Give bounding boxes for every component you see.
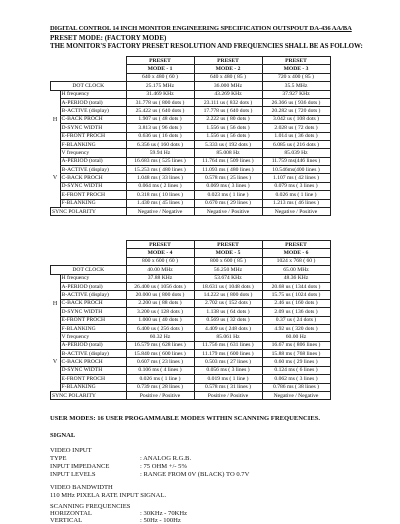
timing-value: 11.179 ms ( 600 lines ) [194, 350, 262, 358]
timing-label: D-SYNC WIDTH [60, 308, 126, 316]
horizontal-group-label: H [52, 116, 58, 123]
timing-value: 15.253 ms ( 480 lines ) [126, 166, 194, 174]
timing-value: 6.356 us ( 160 dots ) [126, 140, 194, 148]
table-row [51, 375, 331, 383]
timing-label: B-ACTIVE (display) [60, 350, 126, 358]
timing-value: 0.636 us ( 16 dots ) [126, 132, 194, 140]
timing-value: 11.756 ms ( 631 lines ) [194, 341, 262, 349]
preset-cell: PRESET [262, 57, 330, 65]
preset-cell: PRESET [126, 57, 194, 65]
timing-label: E-FRONT PROCH [60, 316, 126, 324]
table-row [51, 166, 331, 174]
timing-value: 0.106 ms ( 4 lines ) [126, 366, 194, 374]
table-row [51, 174, 331, 182]
table-row [51, 65, 331, 73]
vertical-group-label: V [52, 358, 58, 365]
timing-value: 60.00 Hz [262, 333, 330, 341]
table-row [51, 324, 331, 332]
bandwidth-text: 110 MHz PIXELA RATE INPUT SIGNAL. [50, 492, 167, 499]
timing-label: B-ACTIVE (display) [60, 107, 126, 115]
timing-label: H frequency [60, 274, 126, 282]
table-row [51, 266, 331, 274]
timing-value: 1.138 us ( 64 dots ) [194, 308, 262, 316]
table-row [51, 392, 331, 400]
timing-label: D-SYNC WIDTH [60, 366, 126, 374]
sync-polarity-value: Positive / Positive [194, 392, 262, 400]
timing-value: 0.318 ms ( 10 lines ) [126, 191, 194, 199]
timing-value: 2.200 us ( 88 dots ) [126, 299, 194, 307]
timing-value: 1.107 ms ( 42 lines ) [262, 174, 330, 182]
horizontal-label: HORIZONTAL [50, 510, 92, 517]
mode-cell: MODE - 1 [126, 65, 194, 73]
sync-polarity-value: Negative / Negative [126, 208, 194, 216]
table-row [51, 282, 331, 290]
blank-cell [51, 249, 127, 257]
vertical-row [50, 517, 181, 524]
timing-value: 6.085 us ( 216 dots ) [262, 140, 330, 148]
table-row [51, 132, 331, 140]
timing-value: 11.764 ms ( 509 lines ) [194, 157, 262, 165]
table-row [51, 199, 331, 207]
impedance-value: : 75 OHM +/- 5% [140, 463, 187, 470]
blank-cell [51, 57, 127, 65]
mode-cell: MODE - 4 [126, 249, 194, 257]
timing-value: 4.409 us ( 248 dots ) [194, 324, 262, 332]
timing-label: E-FRONT PROCH [60, 375, 126, 383]
document-title: DIGITAL CONTROL 14 INCH MONITOR ENGINEERING SPECIFICATION OUTSPOUT DA-436 AA/BA [50, 25, 352, 32]
table-row [51, 316, 331, 324]
timing-value: 0.670 ms ( 29 lines ) [194, 199, 262, 207]
timing-value: 31.469 KHz [126, 90, 194, 98]
levels-value: : RANGE FROM 0V (BLACK) TO 0.7V [140, 471, 250, 478]
vertical-label: VERTICAL [50, 517, 83, 524]
timing-value: 0.124 ms ( 6 lines ) [262, 366, 330, 374]
timing-value: 0.019 ms ( 1 line ) [194, 375, 262, 383]
timing-value: 20.000 us ( 800 dots ) [126, 291, 194, 299]
timing-value: 0.064 ms ( 2 lines ) [126, 182, 194, 190]
timing-value: 16.579 ms ( 628 lines ) [126, 341, 194, 349]
blank-cell [51, 73, 127, 81]
table-row [51, 299, 331, 307]
timing-value: 16.67 ms ( 806 lines ) [262, 341, 330, 349]
dot-clock-value: 56.250 MHz [194, 266, 262, 274]
timing-value: 0.503 ms ( 27 lines ) [194, 358, 262, 366]
timing-value: 16.683 ms ( 525 lines ) [126, 157, 194, 165]
timing-label: B-ACTIVE (display) [60, 166, 126, 174]
blank-cell [51, 241, 127, 249]
dot-clock-value: 25.175 MHz [126, 82, 194, 90]
timing-value: 17.778 us ( 640 dots ) [194, 107, 262, 115]
table-row [51, 157, 331, 165]
video-input-heading: VIDEO INPUT [50, 447, 92, 454]
timing-value: 5.333 us ( 192 dots ) [194, 140, 262, 148]
dot-clock-value: 40.00 MHz [126, 266, 194, 274]
re-cell: 640 x 480 ( 60 ) [126, 73, 194, 81]
table-row [51, 383, 331, 391]
timing-label: A-PERIOD (total) [60, 341, 126, 349]
timing-value: 3.813 us ( 96 dots ) [126, 124, 194, 132]
vertical-value: : 50Hz - 100Hz [140, 517, 181, 524]
timing-value: 23.111 us ( 832 dots ) [194, 98, 262, 106]
dot-clock-value: 35.5 MHz [262, 82, 330, 90]
timing-label: F-BLANKING [60, 383, 126, 391]
table-row [51, 366, 331, 374]
timing-value: 1.907 us ( 48 dots ) [126, 115, 194, 123]
preset-cell: PRESET [194, 57, 262, 65]
timing-label: E-FRONT PROCH [60, 191, 126, 199]
table-row [51, 82, 331, 90]
dot-clock-value: 65.00 MHz [262, 266, 330, 274]
timing-value: 2.028 us ( 72 dots ) [262, 124, 330, 132]
timing-label: V frequency [60, 149, 126, 157]
timing-value: 2.46 us ( 160 dots ) [262, 299, 330, 307]
timing-value: 10.546ms(400 lines ) [262, 166, 330, 174]
mode-cell: MODE - 6 [262, 249, 330, 257]
timing-value: 0.056 ms ( 3 lines ) [194, 366, 262, 374]
horizontal-row [50, 510, 187, 517]
timing-label: B-ACTIVE (display) [60, 291, 126, 299]
sync-polarity-label: SYNC POLARITY [51, 208, 127, 216]
timing-value: 3.200 us ( 128 dots ) [126, 308, 194, 316]
timing-value: 1.556 us ( 56 dots ) [194, 124, 262, 132]
timing-value: 0.023 ms ( 1 line ) [194, 191, 262, 199]
timing-value: 0.786 ms ( 38 lines ) [262, 383, 330, 391]
timing-label: A-PERIOD (total) [60, 98, 126, 106]
preset-mode-heading: PRESET MODE: (FACTORY MODE) [50, 34, 167, 42]
table-row [51, 182, 331, 190]
table-row [51, 140, 331, 148]
timing-value: 37.927 KHz [262, 90, 330, 98]
timing-value: 53.674 KHz [194, 274, 262, 282]
timing-value: 1.430 ms ( 45 lines ) [126, 199, 194, 207]
timing-value: 0.069 ms ( 3 lines ) [194, 182, 262, 190]
preset-table-modes-1-3 [50, 56, 331, 216]
horizontal-value: : 30KHz - 70KHz [140, 510, 188, 517]
mode-cell: MODE - 3 [262, 65, 330, 73]
re-cell: 1024 x 768 ( 60 ) [262, 257, 330, 265]
timing-value: 48.36 KHz [262, 274, 330, 282]
table-row [51, 98, 331, 106]
table-row [51, 308, 331, 316]
sync-polarity-value: Positive / Positive [126, 392, 194, 400]
table-row [51, 124, 331, 132]
timing-value: 20.282 us ( 720 dots ) [262, 107, 330, 115]
timing-label: V frequency [60, 333, 126, 341]
preset-cell: PRESET [262, 241, 330, 249]
impedance-label: INPUT IMPEDANCE [50, 463, 110, 470]
table-row [51, 73, 331, 81]
timing-value: 1.556 us ( 56 dots ) [194, 132, 262, 140]
blank-cell [51, 65, 127, 73]
timing-label: F-BLANKING [60, 199, 126, 207]
timing-label: D-SYNC WIDTH [60, 124, 126, 132]
timing-label: F-BLANKING [60, 140, 126, 148]
table-row [51, 191, 331, 199]
table-row [51, 333, 331, 341]
timing-value: 31.778 us ( 800 dots ) [126, 98, 194, 106]
timing-value: 0.739 ms ( 28 lines ) [126, 383, 194, 391]
sync-polarity-value: Negative / Positive [262, 208, 330, 216]
timing-value: 2.09 us ( 136 dots ) [262, 308, 330, 316]
timing-value: 3.042 us ( 108 dots ) [262, 115, 330, 123]
timing-value: 0.569 us ( 32 dots ) [194, 316, 262, 324]
timing-value: 59.94 Hz [126, 149, 194, 157]
timing-label: A-PERIOD (total) [60, 157, 126, 165]
timing-value: 0.079 ms ( 3 lines ) [262, 182, 330, 190]
timing-value: 0.062 ms ( 3 lines ) [262, 375, 330, 383]
table-row [51, 241, 331, 249]
timing-value: 4.92 us ( 320 dots ) [262, 324, 330, 332]
re-cell: 800 x 600 ( 85 ) [194, 257, 262, 265]
intro-statement: THE MONITOR'S FACTORY PRESET RESOLUTION AND FREQUENCIES SHALL BE AS FOLLOW: [50, 42, 363, 50]
sync-polarity-label: SYNC POLARITY [51, 392, 127, 400]
blank-cell [51, 257, 127, 265]
mode-cell: MODE - 5 [194, 249, 262, 257]
timing-value: 15.840 ms ( 600 lines ) [126, 350, 194, 358]
timing-value: 60.32 Hz [126, 333, 194, 341]
timing-value: 25.422 us ( 640 dots ) [126, 107, 194, 115]
table-row [51, 350, 331, 358]
timing-label: C-BACK PROCH [60, 358, 126, 366]
timing-label: F-BLANKING [60, 324, 126, 332]
timing-value: 85.061 Hz [194, 333, 262, 341]
vertical-group-label: V [52, 174, 58, 181]
timing-value: 2.702 us ( 152 dots ) [194, 299, 262, 307]
mode-cell: MODE - 2 [194, 65, 262, 73]
timing-value: 6.400 us ( 256 dots ) [126, 324, 194, 332]
re-cell: 640 x 480 ( 85 ) [194, 73, 262, 81]
timing-value: 2.222 us ( 80 dots ) [194, 115, 262, 123]
re-cell: 800 x 600 ( 60 ) [126, 257, 194, 265]
timing-value: 26.366 us ( 936 dots ) [262, 98, 330, 106]
timing-value: 0.607 ms ( 23 lines ) [126, 358, 194, 366]
dot-clock-label: DOT CLOCK [51, 82, 127, 90]
timing-value: 43.269 KHz [194, 90, 262, 98]
dot-clock-value: 36.000 MHz [194, 82, 262, 90]
timing-label: E-FRONT PROCH [60, 132, 126, 140]
bandwidth-heading: VIDEO BANDWIDTH [50, 484, 113, 491]
timing-value: 1.213 ms ( 46 lines ) [262, 199, 330, 207]
dot-clock-label: DOT CLOCK [51, 266, 127, 274]
table-row [51, 149, 331, 157]
table-row [51, 341, 331, 349]
signal-heading: SIGNAL [50, 432, 76, 439]
timing-label: D-SYNC WIDTH [60, 182, 126, 190]
timing-value: 14.222 us ( 800 dots ) [194, 291, 262, 299]
timing-value: 1.048 ms ( 33 lines ) [126, 174, 194, 182]
timing-value: 1.014 us ( 36 dots ) [262, 132, 330, 140]
preset-cell: PRESET [194, 241, 262, 249]
preset-cell: PRESET [126, 241, 194, 249]
timing-value: 0.37 us ( 24 dots ) [262, 316, 330, 324]
timing-value: 0.60 ms ( 29 lines ) [262, 358, 330, 366]
table-row [51, 57, 331, 65]
timing-value: 1.000 us ( 40 dots ) [126, 316, 194, 324]
table-row [51, 115, 331, 123]
horizontal-group-label: H [52, 300, 58, 307]
timing-value: 15.75 us ( 1024 dots ) [262, 291, 330, 299]
timing-label: C-BACK PROCH [60, 174, 126, 182]
sync-polarity-value: Negative / Positive [194, 208, 262, 216]
table-row [51, 291, 331, 299]
timing-value: 20.68 us ( 1344 dots ) [262, 282, 330, 290]
timing-value: 18.631 us ( 1048 dots ) [194, 282, 262, 290]
timing-value: 15.88 ms ( 768 lines ) [262, 350, 330, 358]
table-row [51, 90, 331, 98]
table-row [51, 249, 331, 257]
type-label: TYPE [50, 455, 67, 462]
re-cell: 720 x 400 ( 85 ) [262, 73, 330, 81]
timing-label: A-PERIOD (total) [60, 282, 126, 290]
timing-value: 85.008 Hz [194, 149, 262, 157]
scanning-heading: SCANNING FREQUENCIES [50, 503, 131, 510]
user-modes-note: USER MODES: 16 USER PROGAMMABLE MODES WITHIN SCANNING FREQUENCIES. [50, 415, 321, 422]
timing-value: 11.759 ms(446 lines ) [262, 157, 330, 165]
timing-value: 37.88 KHz [126, 274, 194, 282]
timing-value: 26.400 us ( 1056 dots ) [126, 282, 194, 290]
preset-table-modes-4-6 [50, 240, 331, 400]
table-row [51, 107, 331, 115]
levels-label: INPUT LEVELS [50, 471, 96, 478]
impedance-row [50, 463, 187, 470]
type-row [50, 455, 191, 462]
timing-label: C-BACK PROCH [60, 115, 126, 123]
table-row [51, 257, 331, 265]
sync-polarity-value: Negative / Negative [262, 392, 330, 400]
timing-value: 0.578 ms ( 31 lines ) [194, 383, 262, 391]
table-row [51, 358, 331, 366]
timing-value: 11.093 ms ( 480 lines ) [194, 166, 262, 174]
timing-label: C-BACK PROCH [60, 299, 126, 307]
timing-value: 85.039 Hz [262, 149, 330, 157]
timing-value: 0.026 ms ( 1 line ) [126, 375, 194, 383]
table-row [51, 208, 331, 216]
levels-row [50, 471, 249, 478]
timing-value: 0.026 ms ( 1 line ) [262, 191, 330, 199]
table-row [51, 274, 331, 282]
timing-value: 0.578 ms ( 25 lines ) [194, 174, 262, 182]
timing-label: H frequency [60, 90, 126, 98]
type-value: : ANALOG R.G.B. [140, 455, 192, 462]
